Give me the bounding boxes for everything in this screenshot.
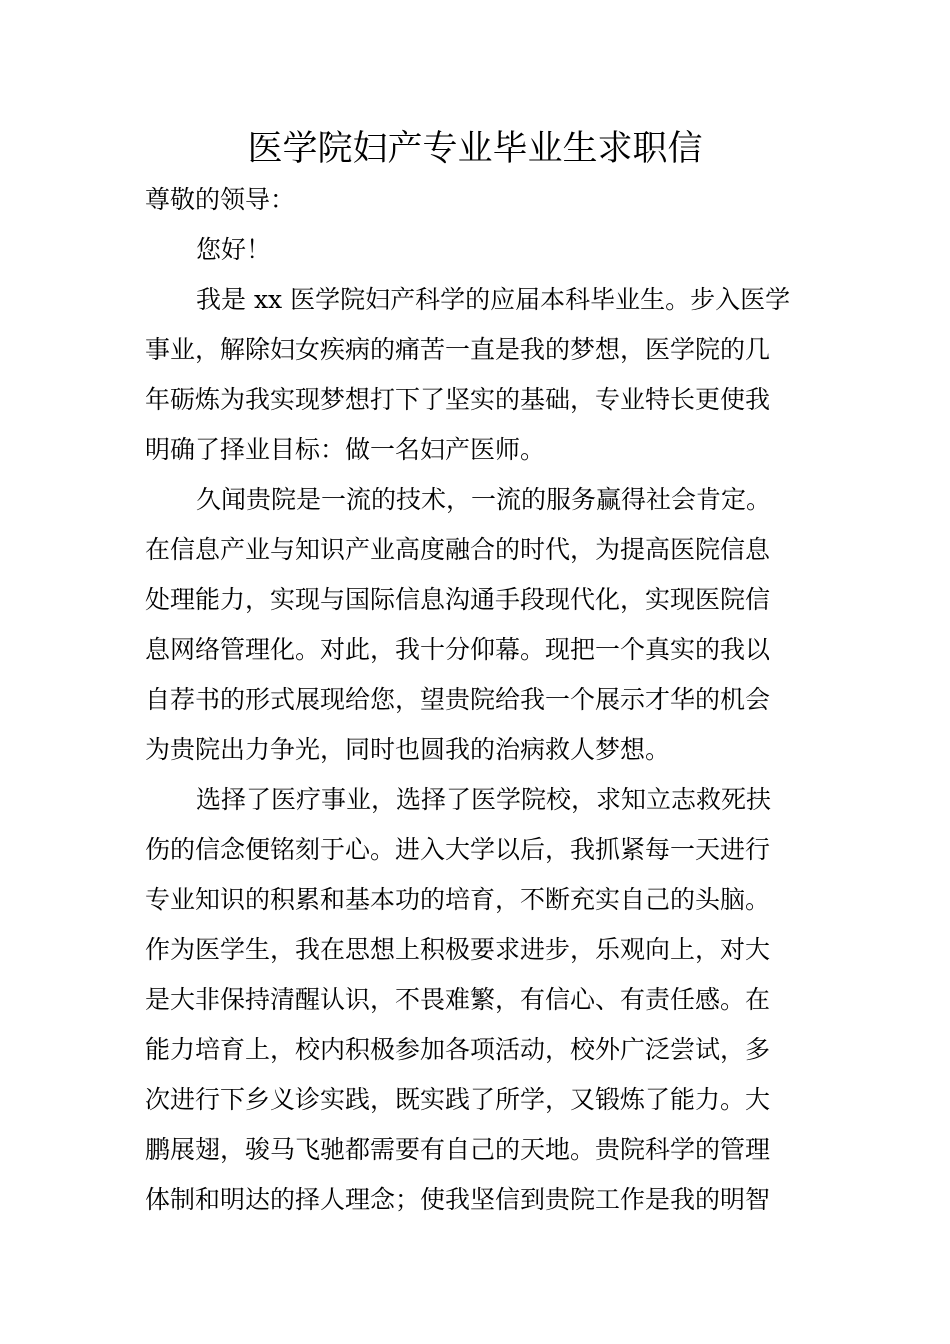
paragraph-1-line: 明确了择业目标：做一名妇产医师。 (145, 435, 546, 464)
salutation: 尊敬的领导： (145, 185, 296, 214)
paragraph-3-line: 作为医学生，我在思想上积极要求进步，乐观向上，对大 (145, 935, 771, 964)
paragraph-3-line: 选择了医疗事业，选择了医学院校，求知立志救死扶 (196, 785, 772, 814)
greeting: 您好！ (196, 235, 272, 264)
paragraph-3-line: 专业知识的积累和基本功的培育，不断充实自己的头脑。 (145, 885, 771, 914)
paragraph-2-line: 处理能力，实现与国际信息沟通手段现代化，实现医院信 (145, 585, 771, 614)
paragraph-2-line: 久闻贵院是一流的技术，一流的服务赢得社会肯定。 (196, 485, 772, 514)
paragraph-3-line: 伤的信念便铭刻于心。进入大学以后，我抓紧每一天进行 (145, 835, 771, 864)
paragraph-1-line: 年砺炼为我实现梦想打下了坚实的基础，专业特长更使我 (145, 385, 771, 414)
paragraph-2-line: 自荐书的形式展现给您，望贵院给我一个展示才华的机会 (145, 685, 771, 714)
paragraph-1-line: 事业，解除妇女疾病的痛苦一直是我的梦想，医学院的几 (145, 335, 771, 364)
paragraph-3-line: 能力培育上，校内积极参加各项活动，校外广泛尝试，多 (145, 1035, 771, 1064)
paragraph-3-line: 鹏展翅，骏马飞驰都需要有自己的天地。贵院科学的管理 (145, 1135, 771, 1164)
paragraph-3-line: 是大非保持清醒认识，不畏难繁，有信心、有责任感。在 (145, 985, 771, 1014)
paragraph-3-line: 次进行下乡义诊实践，既实践了所学，又锻炼了能力。大 (145, 1085, 771, 1114)
paragraph-2-line: 在信息产业与知识产业高度融合的时代，为提高医院信息 (145, 535, 771, 564)
paragraph-1-line: 我是 xx 医学院妇产科学的应届本科毕业生。步入医学 (196, 285, 791, 314)
document-title: 医学院妇产专业毕业生求职信 (247, 129, 703, 169)
paragraph-2-line: 为贵院出力争光，同时也圆我的治病救人梦想。 (145, 735, 671, 764)
paragraph-2-line: 息网络管理化。对此，我十分仰幕。现把一个真实的我以 (145, 635, 771, 664)
paragraph-3-line: 体制和明达的择人理念；使我坚信到贵院工作是我的明智 (145, 1185, 771, 1214)
